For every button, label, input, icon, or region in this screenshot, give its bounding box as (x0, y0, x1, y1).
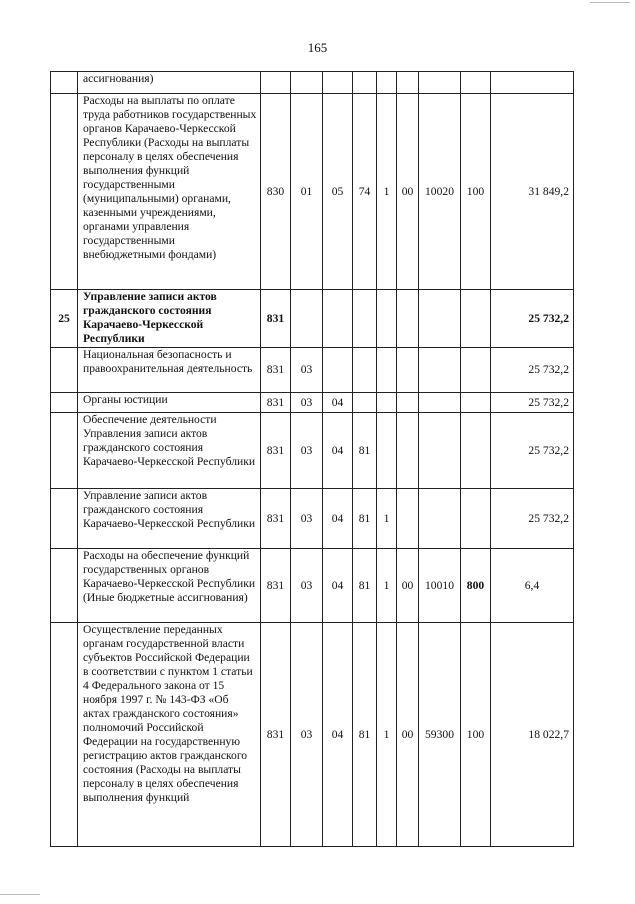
table-row (51, 348, 574, 393)
row-sum: 18 022,7 (491, 623, 574, 847)
row-pr: 04 (323, 413, 353, 489)
row-p4 (419, 393, 461, 413)
table-row (51, 413, 574, 489)
row-pr (323, 72, 353, 94)
row-p2: 1 (377, 489, 397, 549)
row-name: Управление записи актов гражданского состояния Карачаево-Черкесской Республики (78, 489, 261, 549)
row-ved: 830 (261, 94, 291, 290)
row-p1 (353, 393, 377, 413)
row-ved: 831 (261, 413, 291, 489)
row-vr (461, 290, 491, 348)
row-p4: 59300 (419, 623, 461, 847)
row-pr: 04 (323, 623, 353, 847)
row-sum: 6,4 (491, 549, 574, 623)
row-pr: 04 (323, 549, 353, 623)
budget-table (50, 71, 574, 847)
row-ved: 831 (261, 348, 291, 393)
table-row (51, 290, 574, 348)
row-name: Осуществление переданных органам государственной власти субъектов Российской Федерации в соответствии с пунктом 1 статьи 4 Федерального закона от 15 ноября 1997 г. № 143-ФЗ «Об актах гражданского состояния» полномочий Российской Федерации на государственную регистрацию актов гражданского состояния (Расходы на выплаты персоналу в целях обеспечения выполнения функций (78, 623, 261, 847)
row-vr (461, 413, 491, 489)
row-p2: 1 (377, 94, 397, 290)
row-sum: 25 732,2 (491, 348, 574, 393)
table-row (51, 623, 574, 847)
row-pr: 04 (323, 489, 353, 549)
row-vr: 100 (461, 623, 491, 847)
row-vr (461, 72, 491, 94)
row-p4: 10010 (419, 549, 461, 623)
row-p3 (397, 489, 419, 549)
row-p2 (377, 72, 397, 94)
row-rz (291, 72, 323, 94)
row-ved: 831 (261, 489, 291, 549)
row-p3 (397, 413, 419, 489)
row-name: Расходы на выплаты по оплате труда работников государственных органов Карачаево-Черкесской Республики (Расходы на выплаты персоналу в целях обеспечения выполнения функций государственными (муниципальными) органами, казенными учреждениями, органами управления государственными внебюджетными фондами) (78, 94, 261, 290)
row-pr (323, 348, 353, 393)
row-p2 (377, 290, 397, 348)
row-p4: 10020 (419, 94, 461, 290)
row-rz: 01 (291, 94, 323, 290)
row-p4 (419, 72, 461, 94)
row-p1 (353, 72, 377, 94)
row-number (51, 413, 78, 489)
row-rz: 03 (291, 549, 323, 623)
row-ved (261, 72, 291, 94)
row-name: Расходы на обеспечение функций государственных органов Карачаево-Черкесской Республики (Иные бюджетные ассигнования) (78, 549, 261, 623)
row-sum: 25 732,2 (491, 413, 574, 489)
row-rz: 03 (291, 393, 323, 413)
row-number: 25 (51, 290, 78, 348)
row-sum (491, 72, 574, 94)
row-ved: 831 (261, 549, 291, 623)
table-row (51, 549, 574, 623)
row-p3 (397, 393, 419, 413)
row-name: Органы юстиции (78, 393, 261, 413)
row-number (51, 623, 78, 847)
row-number (51, 489, 78, 549)
row-rz (291, 290, 323, 348)
row-pr: 05 (323, 94, 353, 290)
row-p3 (397, 72, 419, 94)
row-p2 (377, 393, 397, 413)
row-p1: 81 (353, 413, 377, 489)
row-vr (461, 489, 491, 549)
row-rz: 03 (291, 348, 323, 393)
row-name: Управление записи актов гражданского состояния Карачаево-Черкесской Республики (78, 290, 261, 348)
row-number (51, 393, 78, 413)
row-vr (461, 393, 491, 413)
row-name: ассигнования) (78, 72, 261, 94)
row-p1: 81 (353, 549, 377, 623)
row-p4 (419, 413, 461, 489)
row-p2: 1 (377, 623, 397, 847)
row-vr: 800 (461, 549, 491, 623)
row-vr: 100 (461, 94, 491, 290)
row-vr (461, 348, 491, 393)
row-p3 (397, 348, 419, 393)
scan-artifact-top-right (590, 2, 630, 3)
row-p2: 1 (377, 549, 397, 623)
row-sum: 25 732,2 (491, 393, 574, 413)
row-number (51, 94, 78, 290)
row-number (51, 549, 78, 623)
table-row (51, 94, 574, 290)
row-p1: 74 (353, 94, 377, 290)
row-rz: 03 (291, 489, 323, 549)
row-number (51, 72, 78, 94)
row-name: Обеспечение деятельности Управления записи актов гражданского состояния Карачаево-Черкесской Республики (78, 413, 261, 489)
row-p2 (377, 413, 397, 489)
row-p1: 81 (353, 489, 377, 549)
row-pr (323, 290, 353, 348)
row-rz: 03 (291, 413, 323, 489)
row-sum: 25 732,2 (491, 489, 574, 549)
row-p1: 81 (353, 623, 377, 847)
row-p3: 00 (397, 94, 419, 290)
table-row (51, 489, 574, 549)
table-row (51, 393, 574, 413)
row-number (51, 348, 78, 393)
row-p4 (419, 348, 461, 393)
row-p3: 00 (397, 549, 419, 623)
row-ved: 831 (261, 393, 291, 413)
row-p1 (353, 290, 377, 348)
row-p3 (397, 290, 419, 348)
row-p2 (377, 348, 397, 393)
scan-artifact-bottom-left (0, 894, 40, 895)
row-pr: 04 (323, 393, 353, 413)
row-p3: 00 (397, 623, 419, 847)
table-row (51, 72, 574, 94)
page-number: 165 (307, 40, 328, 55)
row-rz: 03 (291, 623, 323, 847)
row-p1 (353, 348, 377, 393)
row-ved: 831 (261, 290, 291, 348)
row-name: Национальная безопасность и правоохранительная деятельность (78, 348, 261, 393)
row-ved: 831 (261, 623, 291, 847)
row-p4 (419, 290, 461, 348)
row-p4 (419, 489, 461, 549)
row-sum: 31 849,2 (491, 94, 574, 290)
row-sum: 25 732,2 (491, 290, 574, 348)
